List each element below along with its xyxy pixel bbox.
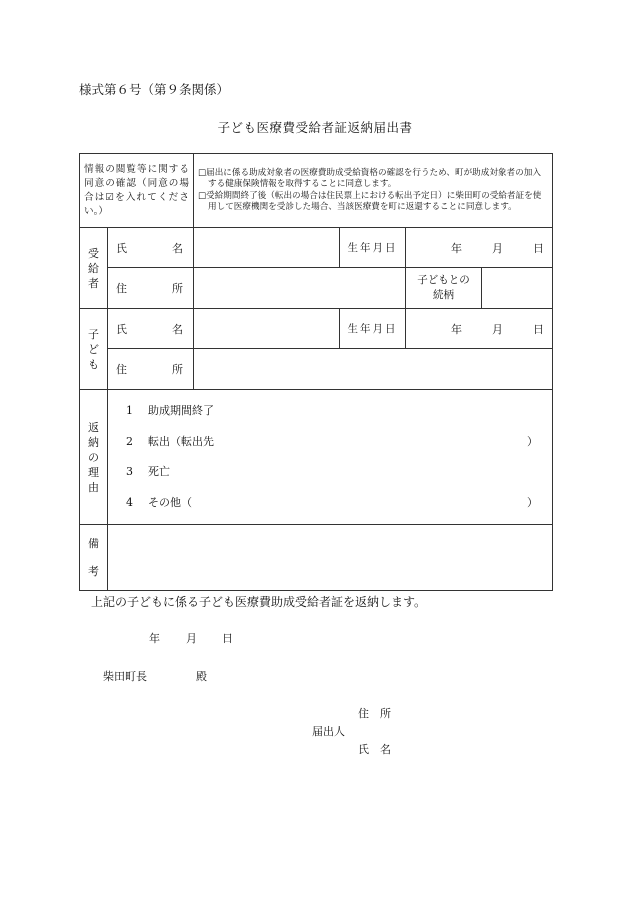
recipient-address-row [80, 268, 553, 309]
recipient-name-field[interactable] [194, 228, 340, 268]
recipient-section-head: 受 給 者 [80, 228, 108, 309]
recipient-address-field[interactable] [194, 268, 406, 309]
recipient-birth-field[interactable]: 年 月 日 [406, 228, 553, 268]
child-name-row [80, 309, 553, 349]
consent-row [80, 154, 553, 228]
date-month-label: 月 [186, 632, 197, 645]
remarks-row [80, 525, 553, 591]
relation-label: 子どもとの 続柄 [406, 268, 482, 309]
reason-option-other[interactable]: 4 その他（ ） [126, 495, 539, 509]
applicant-address-label: 住 所 [358, 707, 391, 720]
remarks-field[interactable] [108, 525, 553, 591]
honorific: 殿 [196, 670, 207, 683]
remarks-head: 備 考 [80, 525, 108, 591]
applicant-label: 届出人 [312, 725, 345, 738]
consent-label: 情報の閲覧等に関する同意の確認（同意の場合は☑を入れてください。） [80, 154, 194, 228]
recipient-name-row [80, 228, 553, 268]
child-name-label: 氏 名 [108, 309, 194, 349]
child-address-field[interactable] [194, 349, 553, 390]
reason-options [108, 390, 553, 525]
recipient-birth-label: 生年月日 [340, 228, 406, 268]
child-name-field[interactable] [194, 309, 340, 349]
child-address-row [80, 349, 553, 390]
date-day-label: 日 [222, 632, 233, 645]
consent-checkbox-insurance[interactable]: □届出に係る助成対象者の医療費助成受給資格の確認を行うため、町が助成対象者の加入する健康保険情報を取得することに同意します。 [198, 167, 541, 189]
child-birth-field[interactable]: 年 月 日 [406, 309, 553, 349]
addressee: 柴田町長 [103, 670, 147, 683]
reason-section-head: 返 納 の 理 由 [80, 390, 108, 525]
document-title: 子ども医療費受給者証返納届出書 [217, 120, 413, 135]
return-form-table [79, 153, 553, 591]
recipient-name-label: 氏 名 [108, 228, 194, 268]
child-birth-label: 生年月日 [340, 309, 406, 349]
date-year-label: 年 [149, 632, 160, 645]
reason-row [80, 390, 553, 525]
child-section-head: 子 ど も [80, 309, 108, 390]
relation-field[interactable] [482, 268, 553, 309]
form-number: 様式第６号（第９条関係） [79, 82, 230, 97]
reason-option-expired[interactable]: 1 助成期間終了 [126, 404, 214, 417]
child-address-label: 住 所 [108, 349, 194, 390]
return-statement: 上記の子どもに係る子ども医療費助成受給者証を返納します。 [91, 595, 427, 609]
recipient-address-label: 住 所 [108, 268, 194, 309]
consent-checkbox-repayment[interactable]: □受給期間終了後（転出の場合は住民票上における転出予定日）に柴田町の受給者証を使用して医療機関を受診した場合、当該医療費を町に返還することに同意します。 [198, 190, 542, 212]
reason-option-moved[interactable]: 2 転出（転出先 ） [126, 434, 539, 448]
reason-option-death[interactable]: 3 死亡 [126, 465, 170, 478]
applicant-name-label: 氏 名 [358, 743, 391, 756]
consent-options [194, 154, 553, 228]
